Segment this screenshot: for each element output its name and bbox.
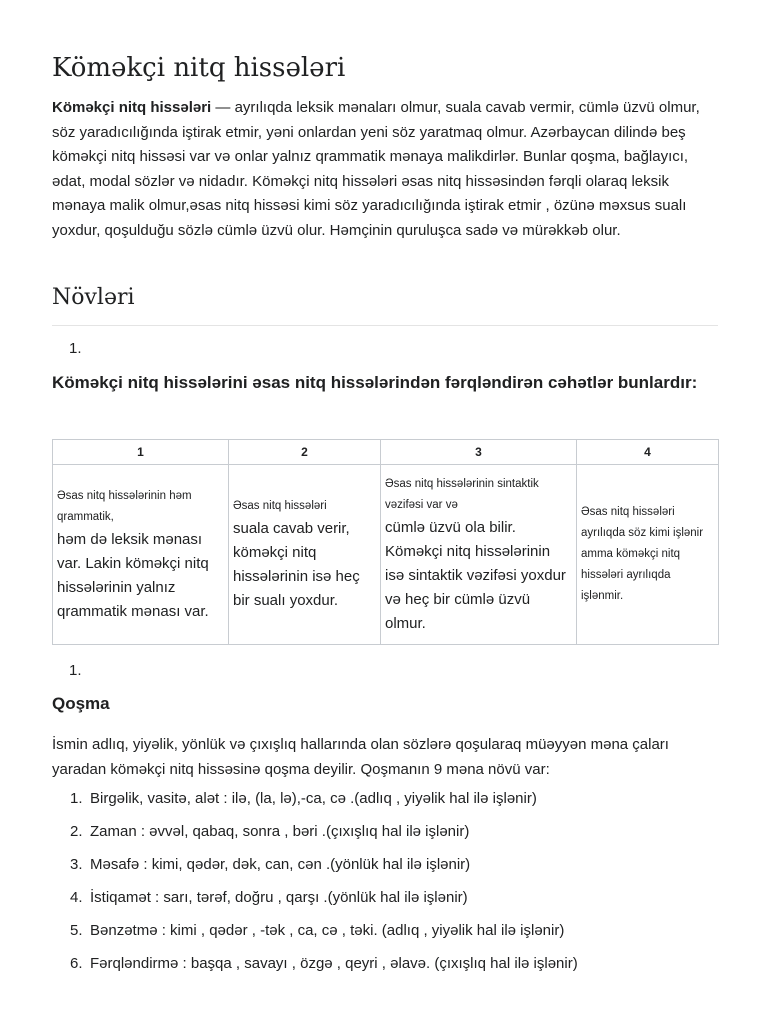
page-title: Köməkçi nitq hissələri [52,53,346,83]
cell-note: Əsas nitq hissələri [233,500,327,512]
table-header-row [53,440,719,465]
item-text: Zaman : əvvəl, qabaq, sonra , bəri .(çıxışlıq hal ilə işlənir) [90,823,470,840]
list-number: 1. [69,340,82,357]
list-number: 1. [69,662,82,679]
qosma-paragraph: İsmin adlıq, yiyəlik, yönlük və çıxışlıq hallarında olan sözlərə qoşularaq müəyyən məna çaları yaradan köməkçi nitq hissəsinə qoşma deyilir. Qoşmanın 9 məna növü var: [52,736,669,778]
cell-text: suala cavab verir, köməkçi nitq hissələrinin isə heç bir sualı yoxdur. [233,520,360,609]
table-cell [229,465,381,645]
table-cell [381,465,577,645]
comparison-table [52,439,719,645]
cell-text: həm də leksik mənası var. Lakin köməkçi nitq hissələrinin yalnız qrammatik mənası var. [57,530,209,620]
item-number: 3. [70,856,83,873]
section-divider [52,325,718,326]
table-header-cell: 3 [381,440,577,465]
cell-note: Əsas nitq hissələrinin sintaktik vəzifəsi var və [385,477,539,511]
cell-note: Əsas nitq hissələri ayrılıqda söz kimi işlənir amma köməkçi nitq hissələri ayrılıqda işlənmir. [581,506,704,602]
list-item [70,853,578,886]
item-number: 1. [70,790,83,807]
list-item [70,952,578,985]
table-header-cell: 4 [577,440,719,465]
table-header-cell: 1 [53,440,229,465]
item-text: Birgəlik, vasitə, alət : ilə, (la, lə),-ca, cə .(adlıq , yiyəlik hal ilə işlənir) [90,790,537,807]
item-number: 5. [70,922,83,939]
table-cell [53,465,229,645]
list-item [70,886,578,919]
table-header-cell: 2 [229,440,381,465]
item-number: 2. [70,823,83,840]
item-text: Bənzətmə : kimi , qədər , -tək , ca, cə , təki. (adlıq , yiyəlik hal ilə işlənir) [90,922,565,939]
intro-bold-term: Köməkçi nitq hissələri [52,99,212,116]
item-text: Fərqləndirmə : başqa , savayı , özgə , qeyri , əlavə. (çıxışlıq hal ilə işlənir) [90,955,578,972]
item-text: Məsafə : kimi, qədər, dək, can, cən .(yönlük hal ilə işlənir) [90,856,471,873]
list-item [70,820,578,853]
intro-text: — ayrılıqda leksik mənaları olmur, suala cavab vermir, cümlə üzvü olmur, söz yaradıcılığında iştirak etmir, yəni onlardan yeni söz yaratmaq olmur. Azərbaycan dilində beş köməkçi nitq hissəsi var və onlar yalnız qrammatik mənaya malikdirlər. Bunlar qoşma, bağlayıcı, ədat, modal sözlər və nidadır. Köməkçi nitq hissələri əsas nitq hissəsindən fərqli olaraq leksik mənaya malik olmur,əsas nitq hissəsi kimi söz yaradıcılığında iştirak etmir , özünə məxsus sualı yoxdur, qoşulduğu sözlə cümlə üzvü olur. Həmçinin quruluşca sadə və mürəkkəb olur. [52,99,700,239]
list-item [70,787,578,820]
cell-note: Əsas nitq hissələrinin həm qrammatik, [57,489,192,523]
section-heading: Növləri [52,285,135,310]
differences-heading: Köməkçi nitq hissələrini əsas nitq hissələrindən fərqləndirən cəhətlər bunlardır: [52,373,698,392]
intro-paragraph [52,96,718,243]
item-text: İstiqamət : sarı, tərəf, doğru , qarşı .(yönlük hal ilə işlənir) [90,889,468,906]
qosma-list [52,787,578,985]
table-cell [577,465,719,645]
item-number: 4. [70,889,83,906]
cell-text: cümlə üzvü ola bilir. Köməkçi nitq hissələrinin isə sintaktik vəzifəsi yoxdur və heç bir cümlə üzvü olmur. [385,518,566,632]
table-row [53,465,719,645]
list-item [70,919,578,952]
qosma-heading: Qoşma [52,694,110,713]
item-number: 6. [70,955,83,972]
